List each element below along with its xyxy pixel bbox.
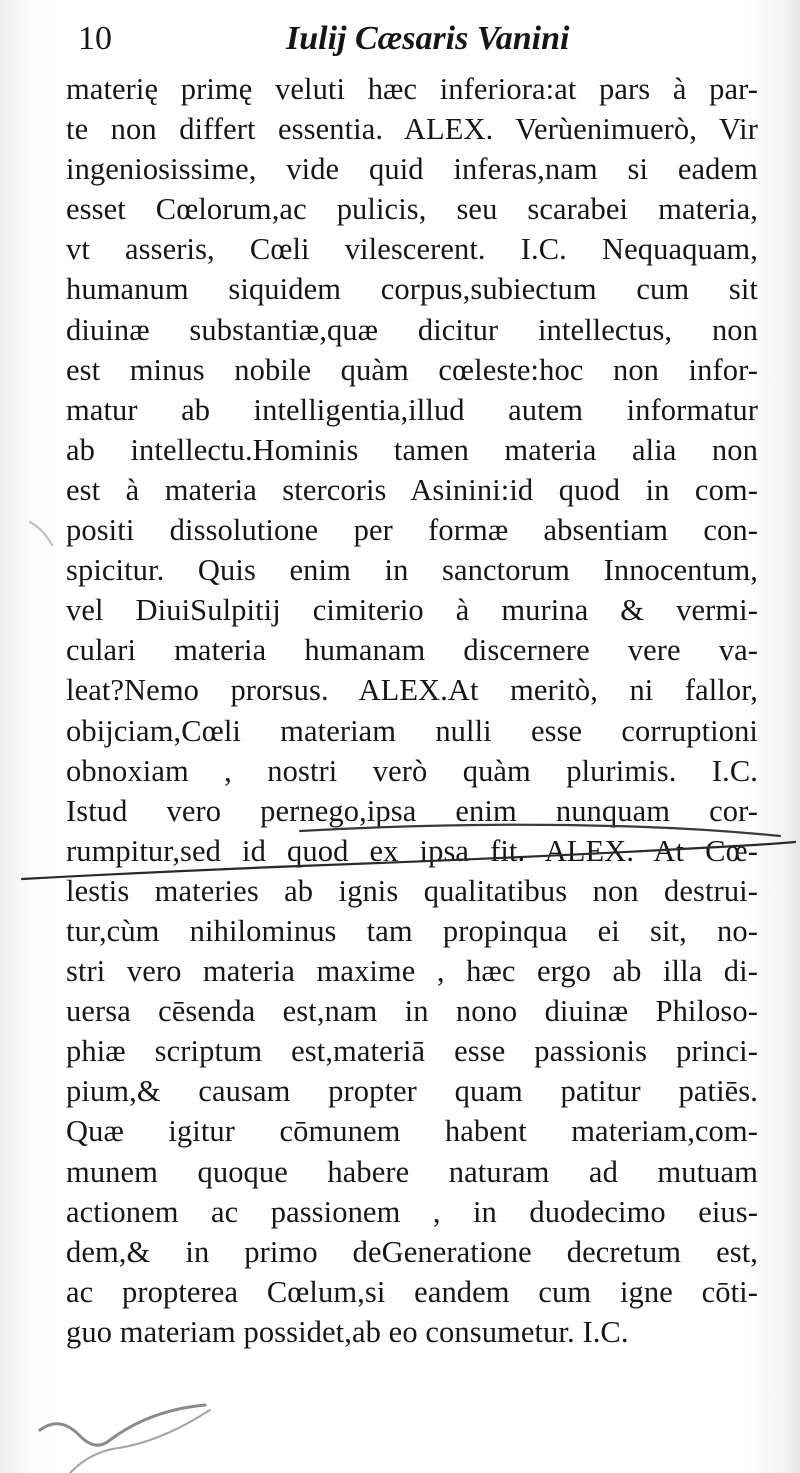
text-line: vt asseris, Cœli vilescerent. I.C. Nequaquam, [66,232,758,267]
pencil-flourish-stroke [70,1410,210,1473]
text-line: spicitur. Quis enim in sanctorum Innocentum, [66,553,758,588]
text-line: Istud vero pernego,ipsa enim nunquam cor- [66,793,758,828]
text-line: obnoxiam , nostri verò quàm plurimis. I.C. [66,753,758,788]
text-line: guo materiam possidet,ab eo consumetur. I.C. [66,1314,629,1349]
text-line: positi dissolutione per formæ absentiam con- [66,513,758,548]
body-text [66,69,758,1352]
text-line: matur ab intelligentia,illud autem informatur [66,392,758,427]
running-title: Iulij Cæsaris Vanini [286,20,570,57]
text-line: ab intellectu.Hominis tamen materia alia non [66,432,758,467]
text-line: dem,& in primo deGeneratione decretum est, [66,1234,758,1269]
text-line: materię primę veluti hæc inferiora:at pars à par- [66,72,758,106]
text-line: actionem ac passionem , in duodecimo eius- [66,1194,758,1229]
text-line: obijciam,Cœli materiam nulli esse corruptioni [66,713,758,748]
margin-smudge [30,522,52,545]
text-line: est minus nobile quàm cœleste:hoc non infor- [66,352,758,387]
text-line: Quæ igitur cōmunem habent materiam,com- [66,1114,758,1149]
text-line: vel DiuiSulpitij cimiterio à murina & vermi- [66,593,758,628]
text-line: est à materia stercoris Asinini:id quod in com- [66,472,758,507]
text-line: pium,& causam propter quam patitur patiēs. [66,1074,758,1109]
text-line: ac propterea Cœlum,si eandem cum igne cōti- [66,1274,758,1309]
text-line: stri vero materia maxime , hæc ergo ab illa di- [66,954,758,989]
text-line: tur,cùm nihilominus tam propinqua ei sit, no- [66,913,758,948]
page-header [78,16,758,64]
text-line: uersa cēsenda est,nam in nono diuinæ Philoso- [66,994,758,1029]
text-line: rumpitur,sed id quod ex ipsa fit. ALEX. At Cœ- [66,833,758,868]
text-line: phiæ scriptum est,materiā esse passionis princi- [66,1034,758,1069]
text-line: munem quoque habere naturam ad mutuam [66,1154,758,1189]
page-number: 10 [78,20,112,57]
text-line: humanum siquidem corpus,subiectum cum sit [66,272,758,307]
text-line: te non differt essentia. ALEX. Verùenimuerò, Vir [66,112,758,147]
text-line: esset Cœlorum,ac pulicis, seu scarabei materia, [66,192,758,227]
text-line: culari materia humanam discernere vere va- [66,633,758,668]
text-line: leat?Nemo prorsus. ALEX.At meritò, ni fallor, [66,673,758,708]
pencil-flourish [40,1405,205,1445]
text-line: lestis materies ab ignis qualitatibus non destrui- [66,873,758,908]
text-line: ingeniosissime, vide quid inferas,nam si eadem [66,152,758,187]
text-line: diuinæ substantiæ,quæ dicitur intellectus, non [66,312,758,347]
